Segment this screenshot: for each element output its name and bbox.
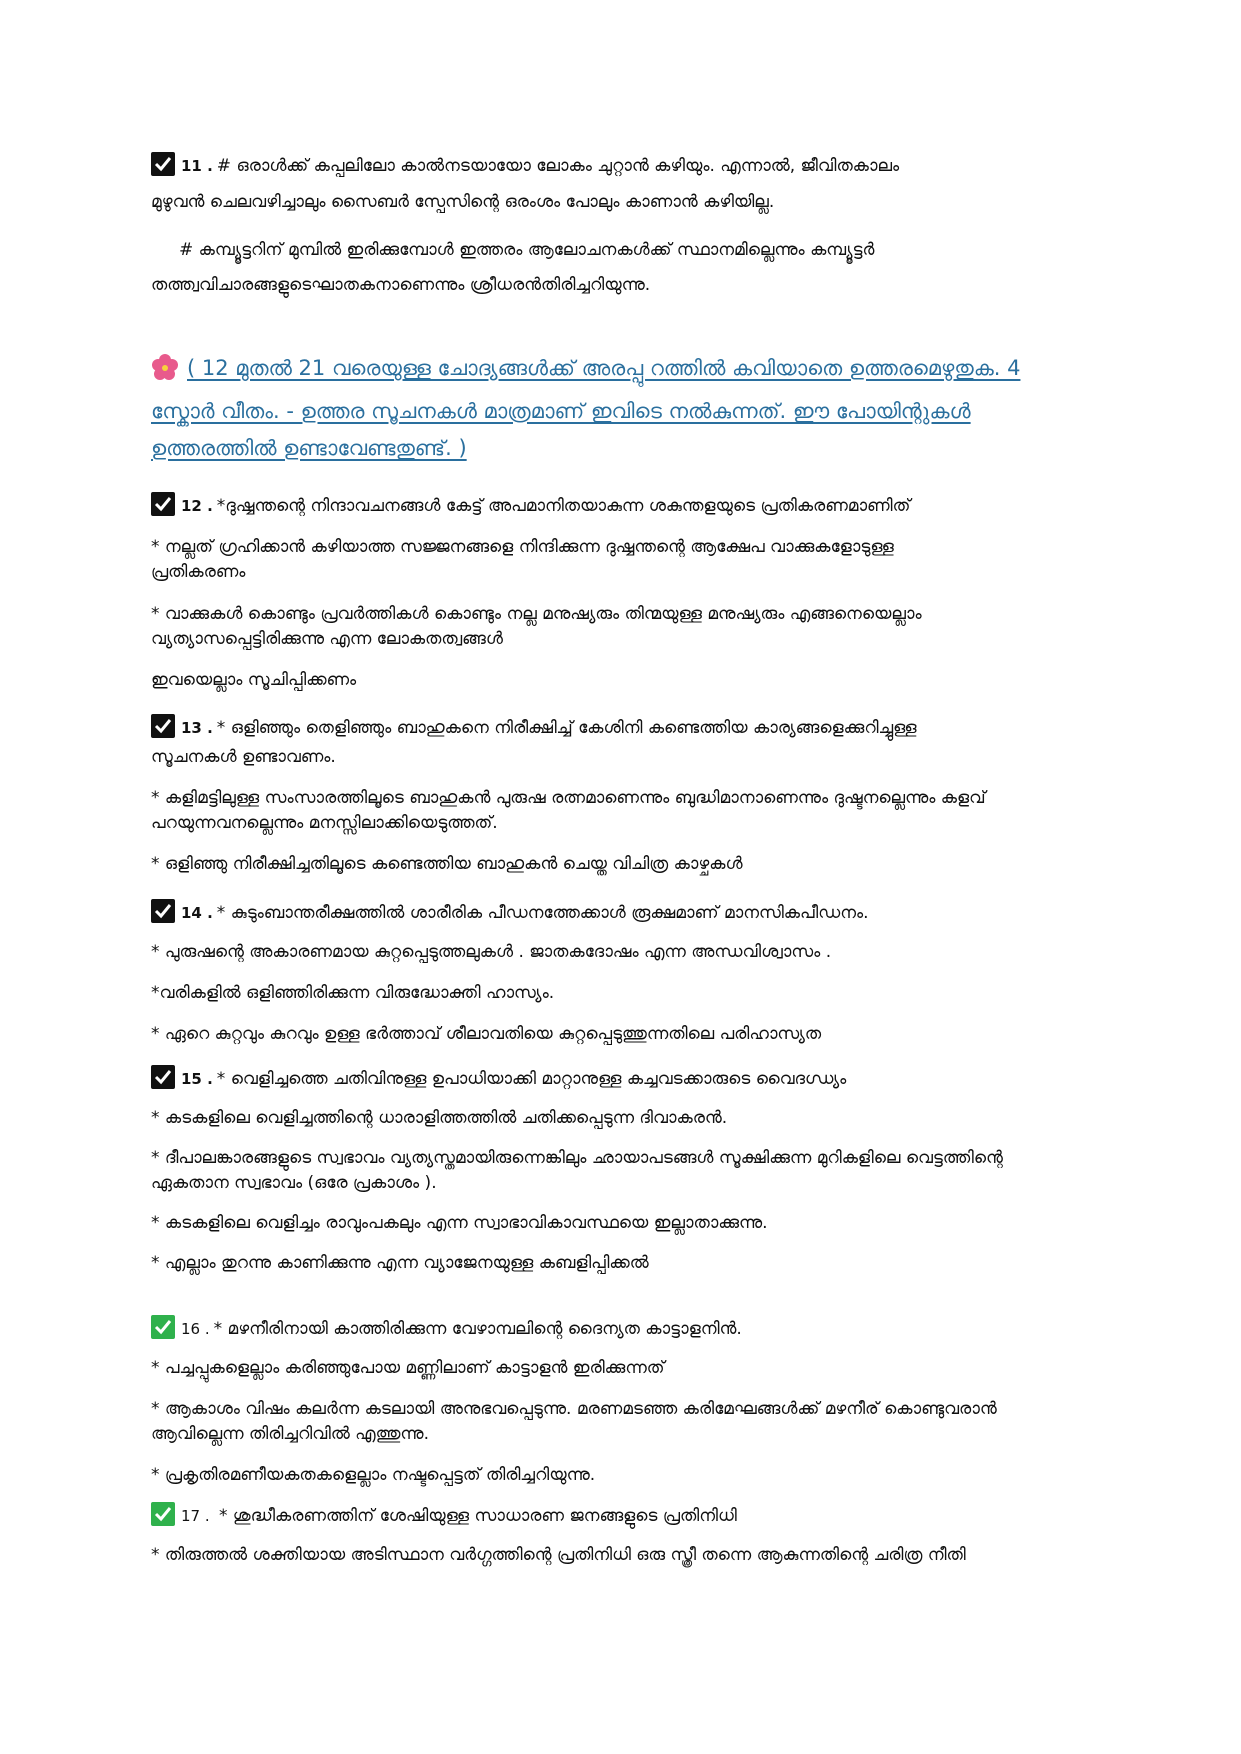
answer-paragraph: # കമ്പ്യൂട്ടറിന് മുമ്പിൽ ഇരിക്കുമ്പോൾ ഇത്തരം ആലോചനകൾക്ക് സ്ഥാനമില്ലെന്നും കമ്പ്യൂട്ടർ	[179, 240, 875, 260]
answer-point: * പച്ചപ്പുകളെല്ലാം കരിഞ്ഞുപോയ മണ്ണിലാണ് കാട്ടാളൻ ഇരിക്കുന്നത്	[151, 1358, 665, 1378]
answer-15-head	[151, 1065, 1101, 1092]
question-number: 15 .	[181, 1070, 213, 1088]
answer-text: * കുടുംബാന്തരീക്ഷത്തിൽ ശാരീരിക പീഡനത്തേക്കാൾ രൂക്ഷമാണ് മാനസികപീഡനം.	[216, 903, 869, 923]
answer-point-continued: പറയുന്നവനല്ലെന്നും മനസ്സിലാക്കിയെടുത്തത്.	[151, 813, 498, 833]
answer-point: * വാക്കുകൾ കൊണ്ടും പ്രവർത്തികൾ കൊണ്ടും നല്ല മനുഷ്യരും തിന്മയുള്ള മനുഷ്യരും എങ്ങനെയെല്ലാം	[151, 604, 922, 624]
answer-17-head	[151, 1502, 1101, 1529]
answer-point: * ഒളിഞ്ഞു നിരീക്ഷിച്ചതിലൂടെ കണ്ടെത്തിയ ബാഹുകൻ ചെയ്ത വിചിത്ര കാഴ്ചകൾ	[151, 854, 743, 874]
answer-point: * കളിമട്ടിലുള്ള സംസാരത്തിലൂടെ ബാഹുകൻ പുരുഷ രത്നമാണെന്നും ബുദ്ധിമാനാണെന്നും ദുഷ്ടനല്ലെന്നും കളവ്	[151, 788, 986, 808]
checkmark-icon	[151, 1315, 175, 1339]
note-line: ഉത്തരത്തിൽ ഉണ്ടാവേണ്ടതുണ്ട്. )	[151, 436, 467, 460]
question-number: 16 .	[181, 1320, 210, 1338]
checkmark-icon	[151, 1502, 175, 1526]
answer-16-head	[151, 1315, 1101, 1342]
answer-11-line	[151, 152, 1101, 179]
checkmark-icon	[151, 714, 175, 738]
answer-point-continued: ഏകതാന സ്വഭാവം (ഒരേ പ്രകാശം ).	[151, 1173, 437, 1193]
answer-point: ഇവയെല്ലാം സൂചിപ്പിക്കണം	[151, 670, 357, 690]
answer-14-head	[151, 899, 1101, 926]
question-number: 12 .	[181, 497, 213, 515]
answer-12	[151, 492, 1101, 693]
answer-point: * പ്രകൃതിരമണീയകതകളെല്ലാം നഷ്ടപ്പെട്ടത് തിരിച്ചറിയുന്നു.	[151, 1465, 596, 1485]
answer-point: *വരികളിൽ ഒളിഞ്ഞിരിക്കുന്ന വിരുദ്ധോക്തി ഹാസ്യം.	[151, 983, 555, 1003]
checkmark-icon	[151, 152, 175, 176]
answer-12-head	[151, 492, 1101, 519]
question-number: 14 .	[181, 904, 213, 922]
note-line: സ്കോർ വീതം. - ഉത്തര സൂചനകൾ മാത്രമാണ് ഇവിടെ നൽകുന്നത്. ഈ പോയിന്റുകൾ	[151, 399, 971, 423]
answer-16	[151, 1315, 1101, 1488]
answer-text: * ശുദ്ധീകരണത്തിന് ശേഷിയുള്ള സാധാരണ ജനങ്ങളുടെ പ്രതിനിധി	[213, 1506, 737, 1526]
answer-point: * കടകളിലെ വെളിച്ചം രാവുംപകലും എന്ന സ്വാഭാവികാവസ്ഥയെ ഇല്ലാതാക്കുന്നു.	[151, 1213, 768, 1233]
answer-text: * മഴനീരിനായി കാത്തിരിക്കുന്ന വേഴാമ്പലിന്റെ ദൈന്യത കാട്ടാളനിൻ.	[213, 1319, 742, 1339]
note-line: ( 12 മുതൽ 21 വരെയുള്ള ചോദ്യങ്ങൾക്ക് അരപ്പു റത്തിൽ കവിയാതെ ഉത്തരമെഴുതുക. 4	[151, 350, 1101, 393]
answer-17	[151, 1502, 1101, 1568]
hibiscus-icon	[151, 353, 179, 393]
instruction-note	[151, 350, 1101, 467]
answer-point-continued: ആവില്ലെന്ന തിരിച്ചറിവിൽ എത്തുന്നു.	[151, 1424, 429, 1444]
answer-text-continued: മുഴുവൻ ചെലവഴിച്ചാലും സൈബർ സ്പേസിന്റെ ഒരംശം പോലും കാണാൻ കഴിയില്ല.	[151, 192, 775, 212]
answer-13-head	[151, 714, 1101, 741]
question-number: 11 .	[181, 157, 213, 175]
answer-13	[151, 714, 1101, 877]
answer-15	[151, 1065, 1101, 1276]
answer-point: * കടകളിലെ വെളിച്ചത്തിന്റെ ധാരാളിത്തത്തിൽ ചതിക്കപ്പെടുന്ന ദിവാകരൻ.	[151, 1108, 728, 1128]
answer-paragraph-continued: തത്ത്വവിചാരങ്ങളുടെഘാതകനാണെന്നും ശ്രീധരൻതിരിച്ചറിയുന്നു.	[151, 275, 651, 295]
answer-text: # ഒരാൾക്ക് കപ്പലിലോ കാൽനടയായോ ലോകം ചുറ്റാൻ കഴിയും. എന്നാൽ, ജീവിതകാലം	[216, 156, 900, 176]
answer-point: * ദീപാലങ്കാരങ്ങളുടെ സ്വഭാവം വ്യത്യസ്തമായിരുന്നെങ്കിലും ഛായാപടങ്ങൾ സൂക്ഷിക്കുന്ന മുറികളിലെ വെട്ടത്തിന്റെ	[151, 1148, 1003, 1168]
answer-11	[151, 152, 1101, 298]
answer-text: * ഒളിഞ്ഞും തെളിഞ്ഞും ബാഹുകനെ നിരീക്ഷിച്ച് കേശിനി കണ്ടെത്തിയ കാര്യങ്ങളെക്കുറിച്ചുള്ള	[216, 718, 917, 738]
answer-text-continued: സൂചനകൾ ഉണ്ടാവണം.	[151, 747, 336, 767]
answer-text: *ദുഷ്ഷന്തന്റെ നിന്ദാവചനങ്ങൾ കേട്ട് അപമാനിതയാകുന്ന ശകുന്തളയുടെ പ്രതികരണമാണിത്	[216, 496, 911, 516]
checkmark-icon	[151, 899, 175, 923]
question-number: 17 .	[181, 1507, 210, 1525]
answer-point: * നല്ലത് ഗ്രഹിക്കാൻ കഴിയാത്ത സജ്ജനങ്ങളെ നിന്ദിക്കുന്ന ദുഷ്ഷന്തന്റെ ആക്ഷേപ വാക്കുകളോടുള്ള	[151, 537, 894, 557]
answer-point-continued: പ്രതികരണം	[151, 562, 246, 582]
answer-point: * എല്ലാം തുറന്നു കാണിക്കുന്നു എന്ന വ്യാജേനയുള്ള കബളിപ്പിക്കൽ	[151, 1253, 649, 1273]
question-number: 13 .	[181, 719, 213, 737]
checkmark-icon	[151, 492, 175, 516]
answer-text: * വെളിച്ചത്തെ ചതിവിനുള്ള ഉപാധിയാക്കി മാറ്റാനുള്ള കച്ചവടക്കാരുടെ വൈദഗ്ധ്യം	[216, 1069, 847, 1089]
checkmark-icon	[151, 1065, 175, 1089]
answer-14	[151, 899, 1101, 1047]
answer-point: * പുരുഷന്റെ അകാരണമായ കുറ്റപ്പെടുത്തലുകൾ . ജാതകദോഷം എന്ന അന്ധവിശ്വാസം .	[151, 942, 832, 962]
answer-point: * ഏറെ കുറ്റവും കുറവും ഉള്ള ഭർത്താവ് ശീലാവതിയെ കുറ്റപ്പെടുത്തുന്നതിലെ പരിഹാസ്യത	[151, 1024, 822, 1044]
answer-point-continued: വ്യത്യാസപ്പെട്ടിരിക്കുന്നു എന്ന ലോകതത്വങ്ങൾ	[151, 629, 503, 649]
answer-point: * തിരുത്തൽ ശക്തിയായ അടിസ്ഥാന വർഗ്ഗത്തിന്റെ പ്രതിനിധി ഒരു സ്ത്രീ തന്നെ ആകുന്നതിന്റെ ചരിത്ര നീതി	[151, 1545, 966, 1565]
answer-point: * ആകാശം വിഷം കലർന്ന കടലായി അനുഭവപ്പെടുന്നു. മരണമടഞ്ഞ കരിമേഘങ്ങൾക്ക് മഴനീര് കൊണ്ടുവരാൻ	[151, 1399, 997, 1419]
